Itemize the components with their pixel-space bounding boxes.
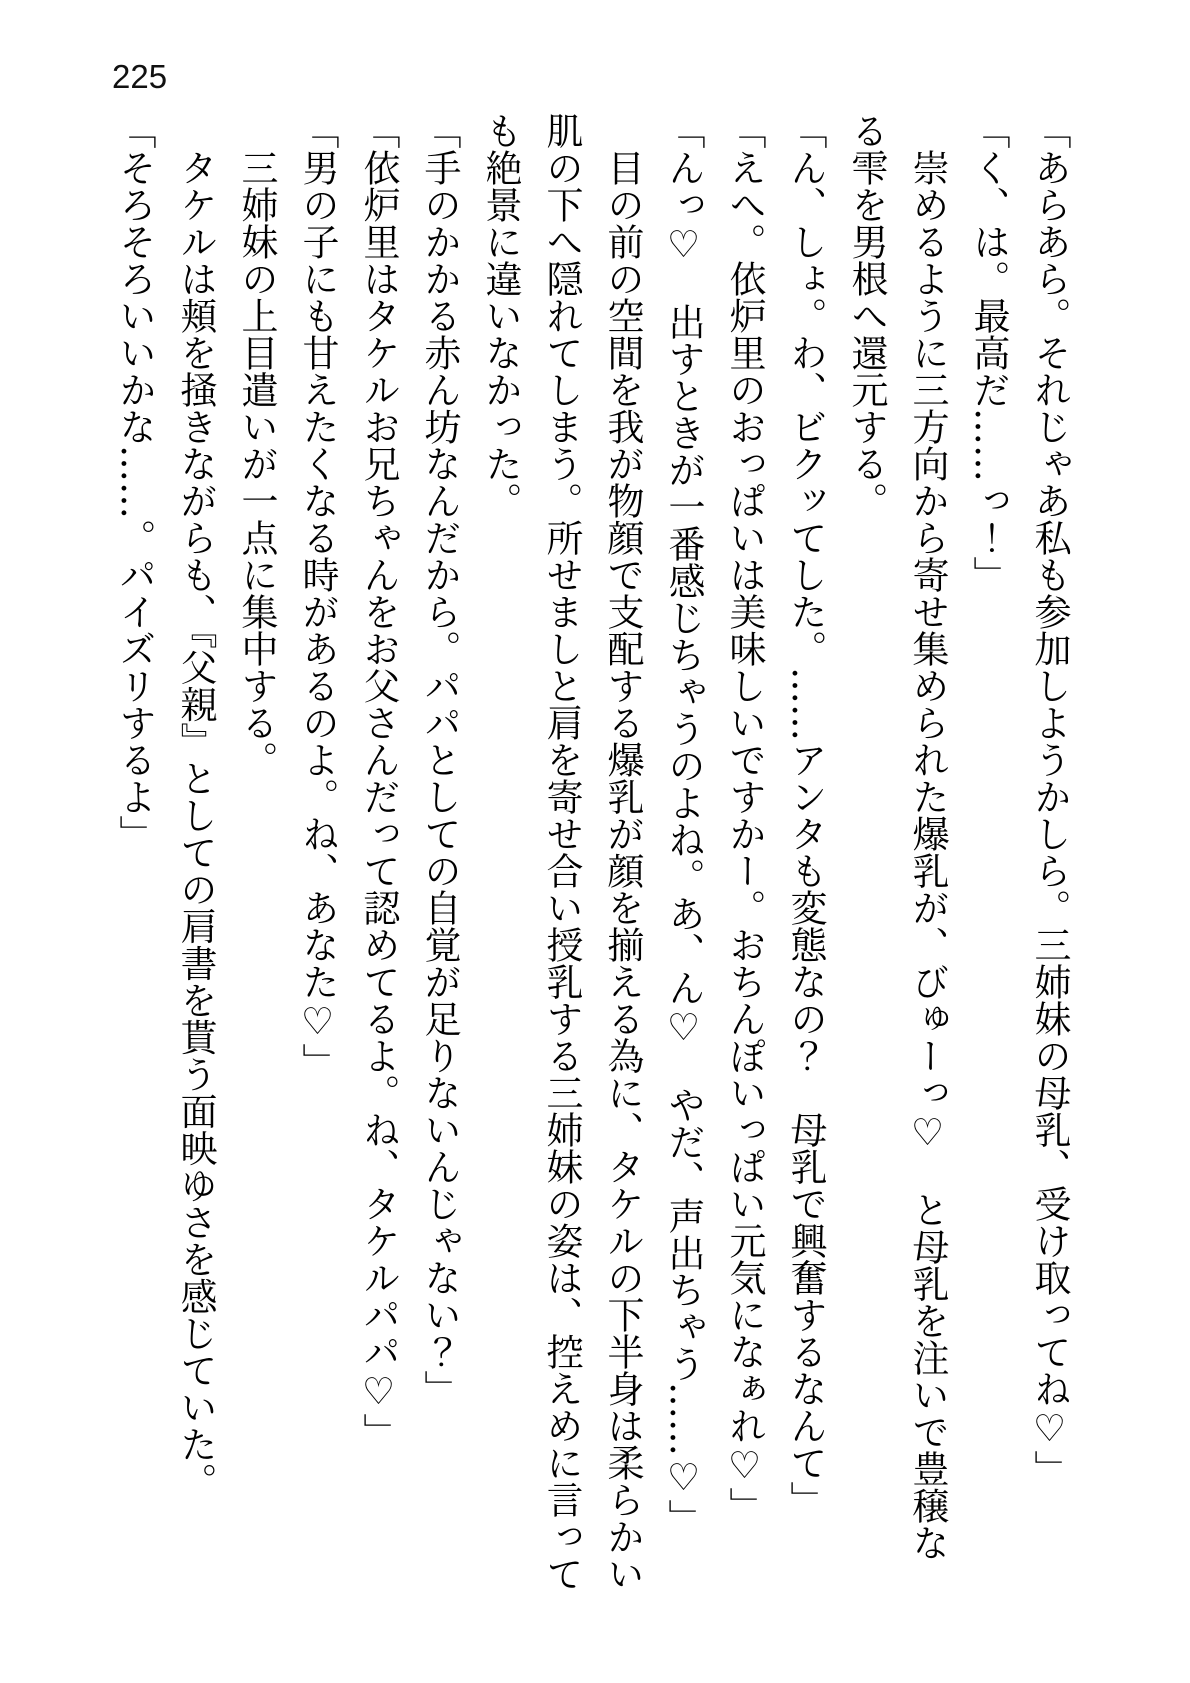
paragraph-dialogue: 「く、は。最高だ……っ！」 xyxy=(967,112,1010,593)
paragraph-narration: 目の前の空間を我が物顔で支配する爆乳が顔を揃える為に、タケルの下半身は柔らかい肌の下へ隠れてしまう。所せましと肩を寄せ合い授乳する三姉妹の姿は、控えめに言っても絶景に違いなかった。 xyxy=(479,112,644,1592)
paragraph-dialogue: 「そろそろいいかな……。パイズリするよ」 xyxy=(113,112,156,852)
paragraph-dialogue: 「依炉里はタケルお兄ちゃんをお父さんだって認めてるよ。ね、タケルパパ♡」 xyxy=(357,112,400,1450)
page-number: 225 xyxy=(112,58,168,95)
paragraph-narration: 三姉妹の上目遣いが一点に集中する。 xyxy=(235,112,278,778)
paragraph-dialogue: 「ん、しょ。わ、ビクッてした。……アンタも変態なの？ 母乳で興奮するなんて」 xyxy=(784,112,827,1518)
paragraph-narration: タケルは頬を掻きながらも、『父親』としての肩書を貰う面映ゆさを感じていた。 xyxy=(174,112,217,1500)
paragraph-dialogue: 「えへ。依炉里のおっぱいは美味しいですかー。おちんぽいっぱい元気になぁれ♡」 xyxy=(723,112,766,1524)
paragraph-narration: 崇めるように三方向から寄せ集められた爆乳が、びゅーっ♡ と母乳を注いで豊穣なる雫を男根へ還元する。 xyxy=(845,112,949,1561)
paragraph-dialogue: 「手のかかる赤ん坊なんだから。パパとしての自覚が足りないんじゃない？」 xyxy=(418,112,461,1407)
vertical-text-block xyxy=(104,112,1080,1592)
paragraph-dialogue: 「んっ♡ 出すときが一番感じちゃうのよね。あ、ん♡ やだ、声出ちゃう……♡」 xyxy=(662,112,705,1536)
paragraph-dialogue: 「男の子にも甘えたくなる時があるのよ。ね、あなた♡」 xyxy=(296,112,339,1080)
paragraph-dialogue: 「あらあら。それじゃあ私も参加しようかしら。三姉妹の母乳、受け取ってね♡」 xyxy=(1028,112,1071,1487)
